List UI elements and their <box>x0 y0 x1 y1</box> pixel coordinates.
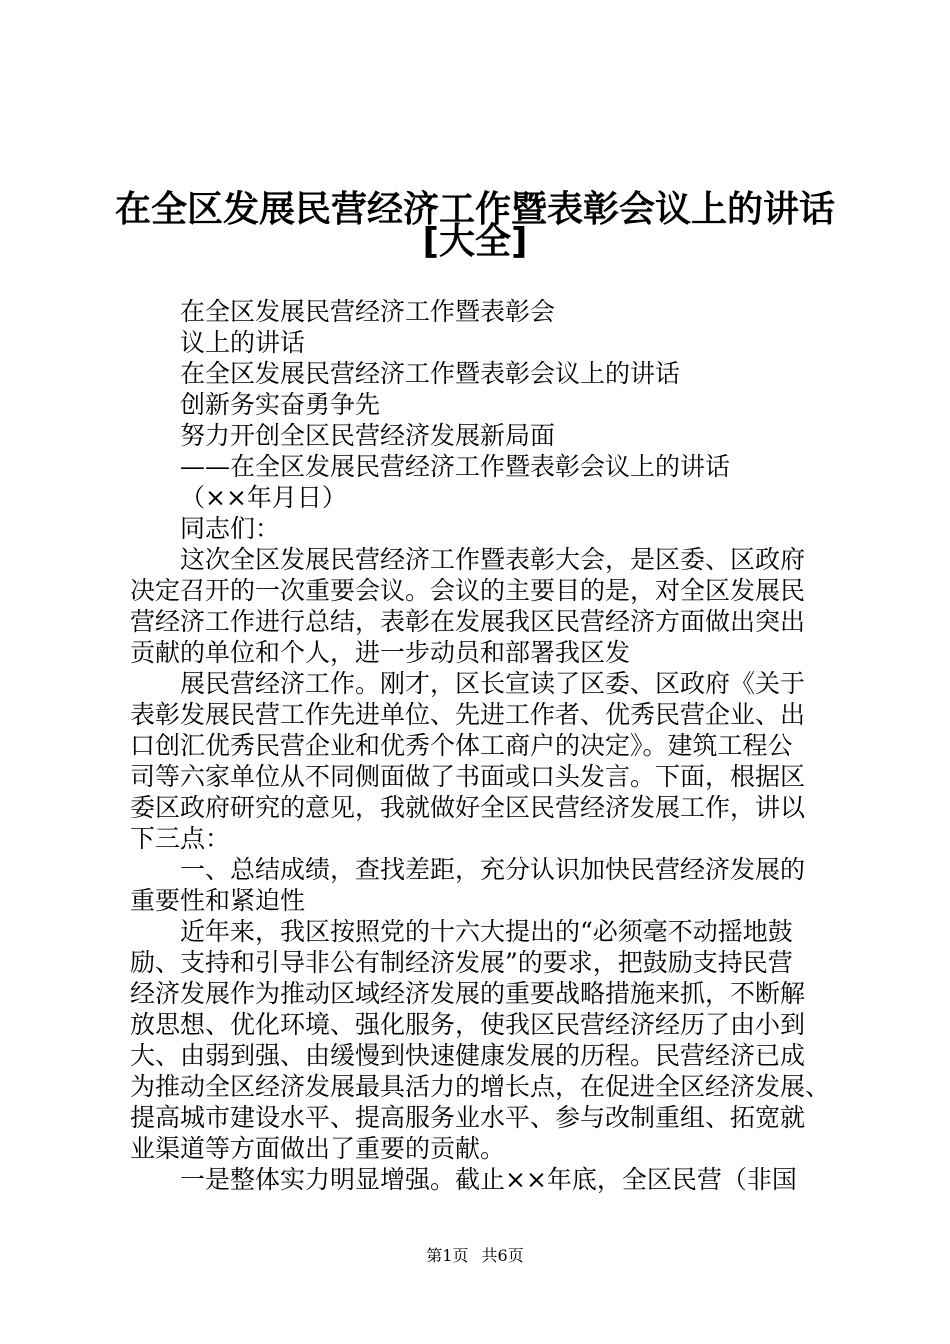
text-line: 励、支持和引导非公有制经济发展”的要求，把鼓励支持民营 <box>130 948 793 977</box>
text-line: 展民营经济工作。刚才，区长宣读了区委、区政府《关于 <box>180 669 806 698</box>
text-line: 一、总结成绩，查找差距，充分认识加快民营经济发展的 <box>180 855 806 884</box>
text-line: 表彰发展民营工作先进单位、先进工作者、优秀民营企业、出 <box>130 700 806 729</box>
page-total: 共6页 <box>481 1246 524 1265</box>
text-line: 下三点： <box>130 824 231 853</box>
text-line: 议上的讲话 <box>180 328 306 357</box>
document-body <box>130 296 830 1195</box>
text-line: 在全区发展民营经济工作暨表彰会 <box>180 297 556 326</box>
text-line: 这次全区发展民营经济工作暨表彰大会，是区委、区政府 <box>180 545 806 574</box>
text-line: 在全区发展民营经济工作暨表彰会议上的讲话 <box>180 359 681 388</box>
text-line: 司等六家单位从不同侧面做了书面或口头发言。下面，根据区 <box>130 762 806 791</box>
text-line: 近年来，我区按照党的十六大提出的“必须毫不动摇地鼓 <box>180 917 793 946</box>
text-line: 提高城市建设水平、提高服务业水平、参与改制重组、拓宽就 <box>130 1103 806 1132</box>
text-line: 决定召开的一次重要会议。会议的主要目的是，对全区发展民 <box>130 576 806 605</box>
text-line: ——在全区发展民营经济工作暨表彰会议上的讲话 <box>180 452 731 481</box>
text-line: 大、由弱到强、由缓慢到快速健康发展的历程。民营经济已成 <box>130 1041 806 1070</box>
text-line: 一是整体实力明显增强。截止××年底，全区民营（非国 <box>180 1165 797 1194</box>
text-line: 营经济工作进行总结，表彰在发展我区民营经济方面做出突出 <box>130 607 806 636</box>
text-line: （××年月日） <box>180 483 347 512</box>
page-footer <box>0 1246 950 1266</box>
text-line: 重要性和紧迫性 <box>130 886 306 915</box>
text-line: 为推动全区经济发展最具活力的增长点，在促进全区经济发展、 <box>130 1072 831 1101</box>
document-title-line1: 在全区发展民营经济工作暨表彰会议上的讲话 <box>114 189 835 230</box>
text-line: 经济发展作为推动区域经济发展的重要战略措施来抓，不断解 <box>130 979 806 1008</box>
document-title-line2: [大全] <box>422 221 528 262</box>
text-line: 贡献的单位和个人，进一步动员和部署我区发 <box>130 638 631 667</box>
text-line: 口创汇优秀民营企业和优秀个体工商户的决定》。建筑工程公 <box>130 731 793 760</box>
page-number: 第1页 <box>426 1246 469 1265</box>
text-line: 放思想、优化环境、强化服务，使我区民营经济经历了由小到 <box>130 1010 806 1039</box>
text-line: 创新务实奋勇争先 <box>180 390 381 419</box>
text-line: 同志们： <box>180 514 281 543</box>
text-line: 努力开创全区民营经济发展新局面 <box>180 421 556 450</box>
text-line: 委区政府研究的意见，我就做好全区民营经济发展工作，讲以 <box>130 793 806 822</box>
text-line: 业渠道等方面做出了重要的贡献。 <box>130 1134 506 1163</box>
